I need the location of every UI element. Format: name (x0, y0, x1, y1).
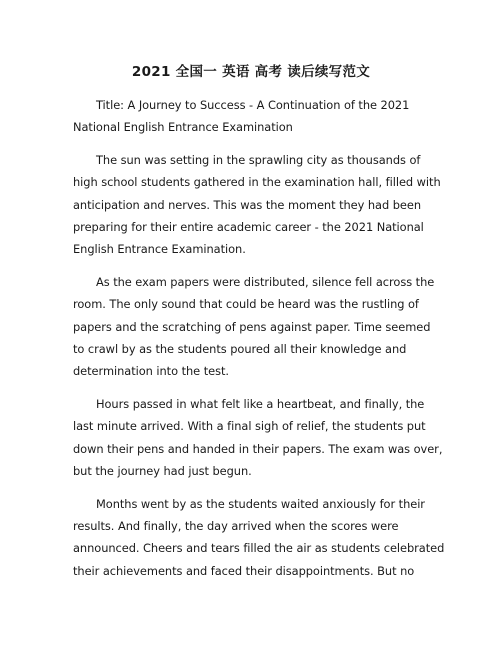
text-line: anticipation and nerves. This was the moment they had been (73, 197, 422, 212)
text-line: The sun was setting in the sprawling city as thousands of (96, 152, 421, 167)
text-line: As the exam papers were distributed, silence fell across the (96, 274, 435, 289)
document-body (73, 94, 445, 592)
paragraph (73, 493, 445, 583)
paragraph-title-line (73, 94, 431, 139)
text-line: papers and the scratching of pens against paper. Time seemed (73, 319, 431, 334)
text-line: Title: A Journey to Success - A Continuation of the 2021 (96, 98, 410, 112)
text-line: determination into the test. (73, 364, 229, 379)
paragraph (73, 393, 443, 483)
text-line: their achievements and faced their disappointments. But no (73, 563, 415, 578)
text-line: results. And finally, the day arrived when the scores were (73, 518, 399, 533)
paragraph (73, 149, 441, 261)
text-line: Months went by as the students waited anxiously for their (96, 496, 425, 511)
text-line: high school students gathered in the examination hall, filled with (73, 175, 441, 190)
text-line: Hours passed in what felt like a heartbeat, and finally, the (96, 396, 425, 411)
text-line: last minute arrived. With a final sigh of relief, the students put (73, 419, 426, 434)
text-line: room. The only sound that could be heard was the rustling of (73, 297, 419, 312)
document-title: 2021 全国一 英语 高考 读后续写范文 (131, 64, 371, 80)
text-line: but the journey had just begun. (73, 464, 252, 479)
paragraph (73, 271, 435, 383)
text-line: National English Entrance Examination (73, 120, 293, 135)
text-line: preparing for their entire academic career - the 2021 National (73, 220, 424, 235)
text-line: to crawl by as the students poured all their knowledge and (73, 342, 407, 357)
text-line: English Entrance Examination. (73, 242, 246, 257)
text-line: announced. Cheers and tears filled the air as students celebrated (73, 541, 445, 556)
text-line: down their pens and handed in their papers. The exam was over, (73, 441, 443, 456)
